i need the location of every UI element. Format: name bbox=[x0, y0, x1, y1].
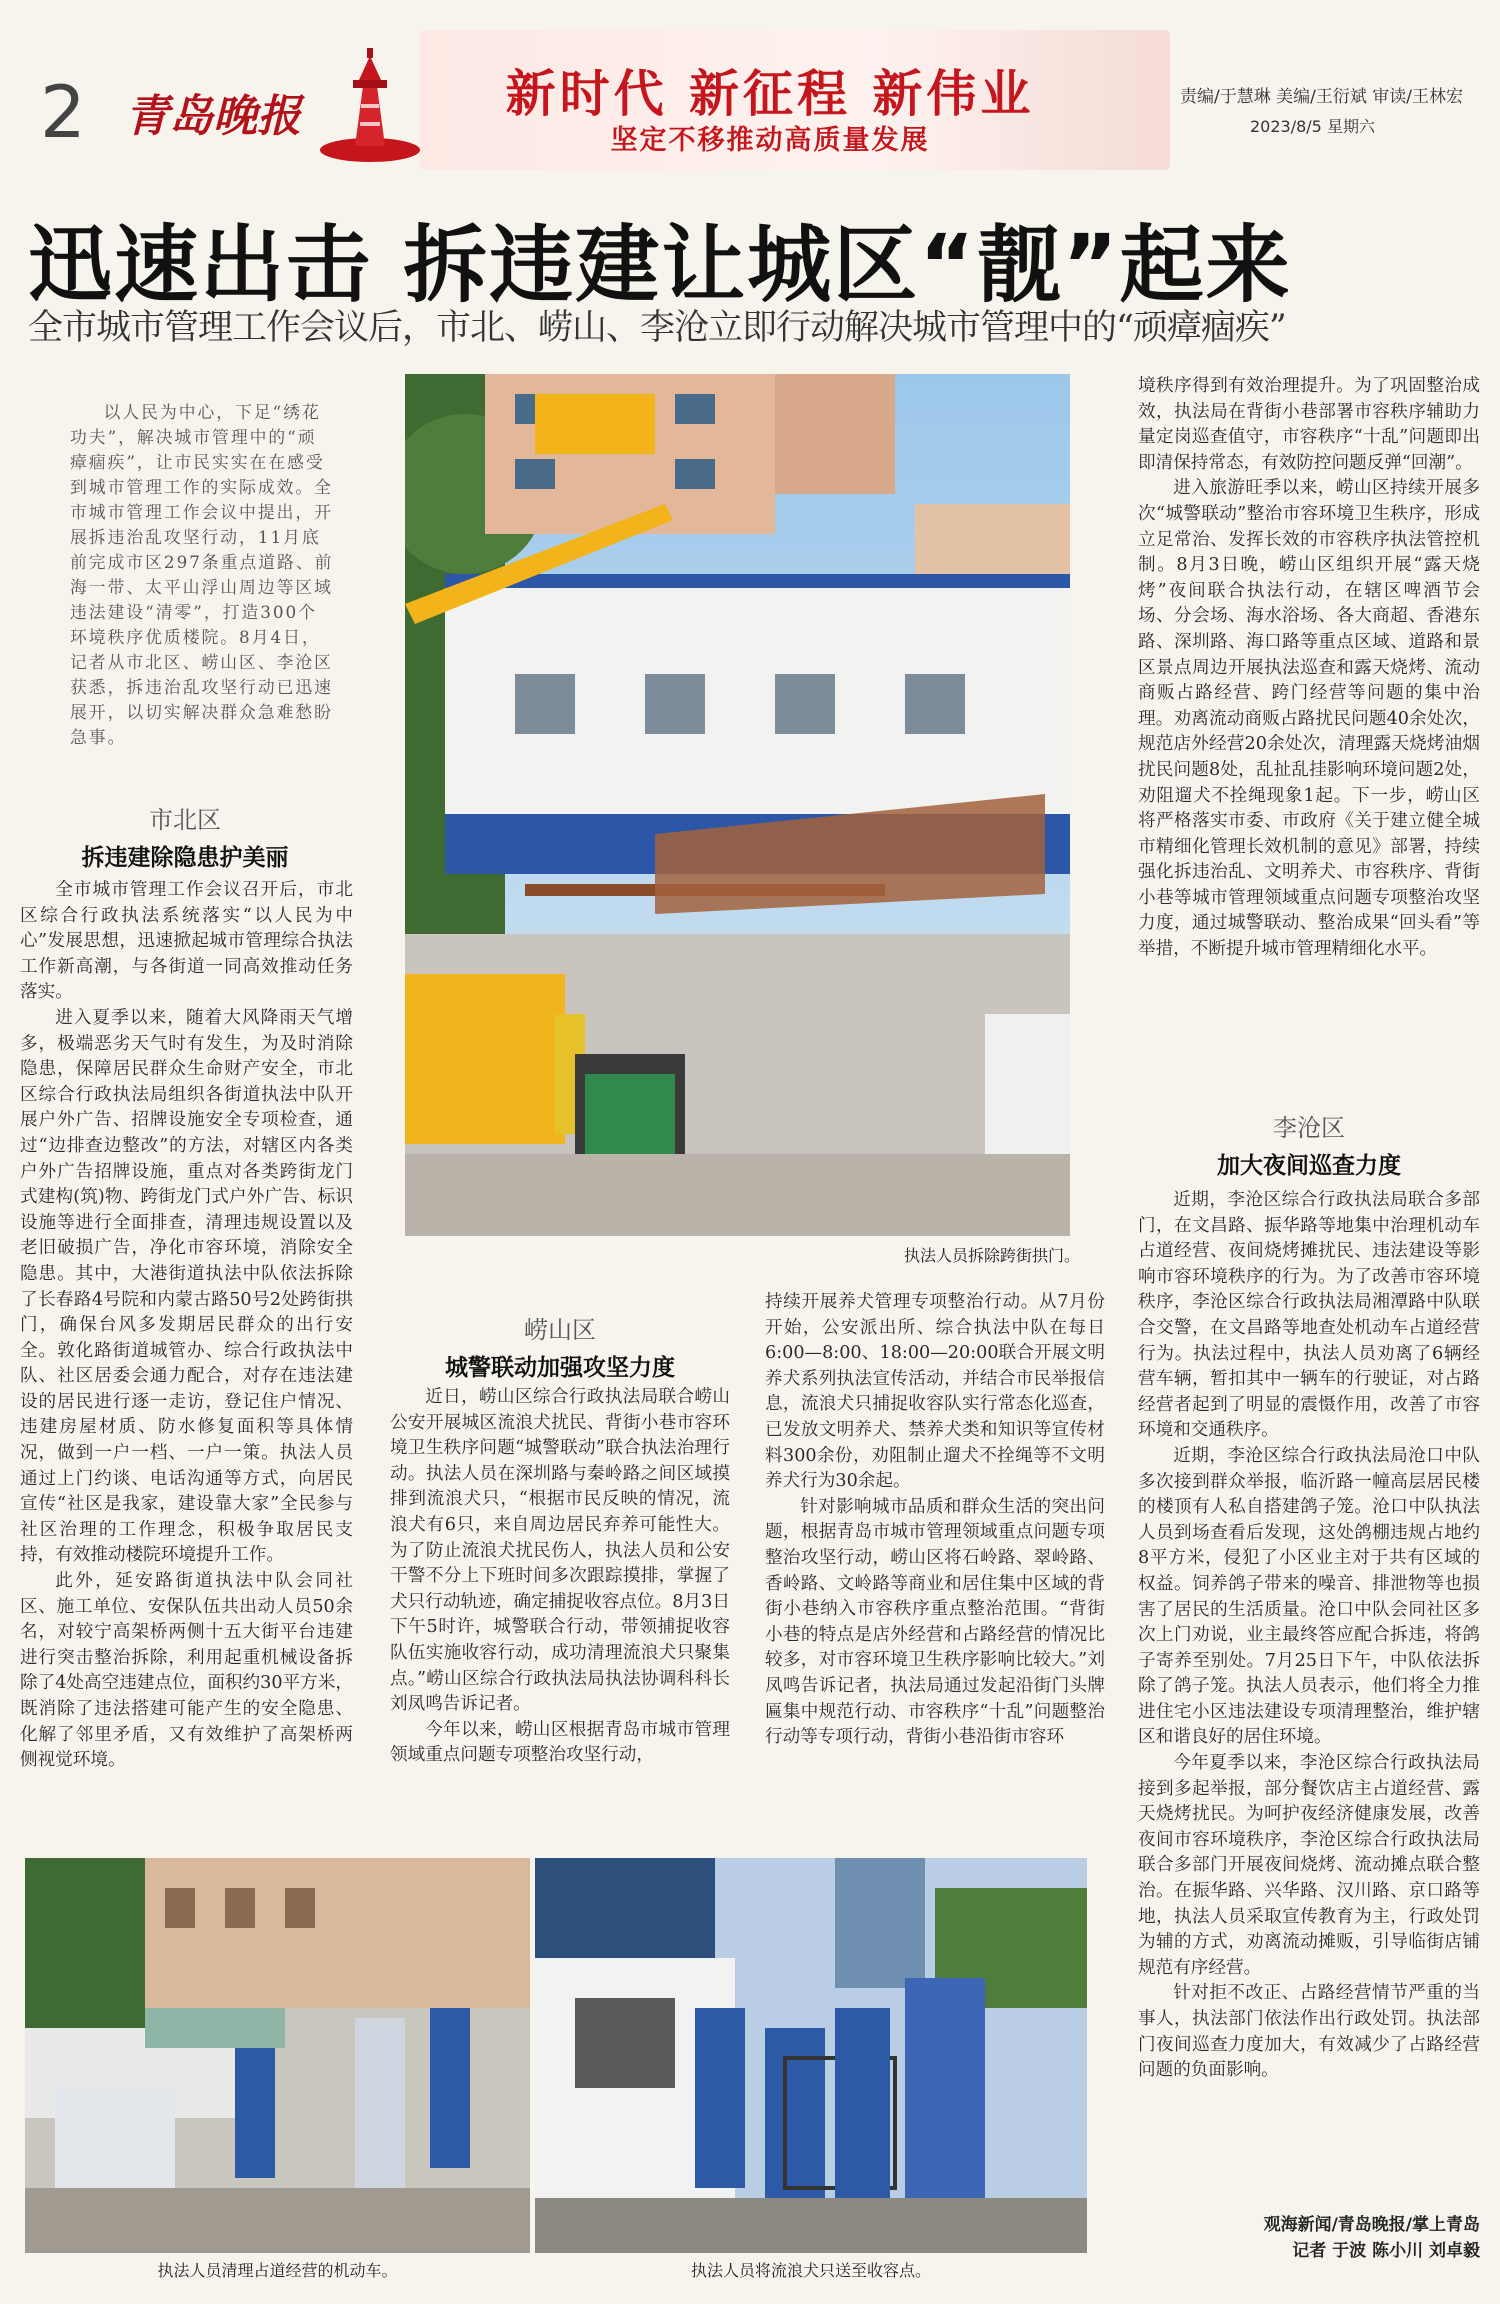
section-title: 加大夜间巡查力度 bbox=[1217, 1153, 1401, 1179]
paragraph: 境秩序得到有效治理提升。为了巩固整治成效，执法局在背街小巷部署市容秩序辅助力量定岗巡查值守，市容秩序“十乱”问题即出即清保持常态，有效防控问题反弹“回潮”。 bbox=[1138, 376, 1480, 473]
section-body-licang bbox=[1138, 1188, 1480, 2208]
paragraph: 全市城市管理工作会议召开后，市北区综合行政执法系统落实“以人民为中心”发展思想，迅速掀起城市管理综合执法工作新高潮，与各街道一同高效推动任务落实。 bbox=[20, 880, 353, 1003]
section-body-shibei bbox=[20, 878, 353, 1813]
paragraph: 进入旅游旺季以来，崂山区持续开展多次“城警联动”整治市容环境卫生秩序，形成立足常治、发挥长效的市容秩序执法管控机制。8月3日晚，崂山区组织开展“露天烧烤”夜间联合执法行动，在辖区啤酒节会场、分会场、海水浴场、各大商超、香港东路、深圳路、海口路等重点区域、道路和景区景点周边开展执法巡查和露天烧烤、流动商贩占路经营、跨门经营等问题的集中治理。劝离流动商贩占路扰民问题40余处次，规范店外经营20余处次，清理露天烧烤油烟扰民问题8处，乱扯乱挂影响环境问题2处，劝阻遛犬不拴绳现象1起。下一步，崂山区将严格落实市委、市政府《关于建立健全城市精细化管理长效机制的意见》部署，持续强化拆违治乱、文明养犬、市容秩序、背街小巷等城市管理领域重点问题专项整治攻坚力度，通过城警联动、整治成果“回头看”等举措，不断提升城市管理精细化水平。 bbox=[1138, 478, 1480, 960]
section-header-laoshan bbox=[390, 1310, 730, 1382]
section-title: 拆违建除隐患护美丽 bbox=[81, 845, 289, 871]
caption-right-photo: 执法人员将流浪犬只送至收容点。 bbox=[690, 2261, 931, 2280]
section-district: 市北区 bbox=[149, 806, 221, 834]
paragraph: 近期，李沧区综合行政执法局联合多部门，在文昌路、振华路等地集中治理机动车占道经营、夜间烧烤摊扰民、违法建设等影响市容环境秩序的行为。为了改善市容环境秩序，李沧区综合行政执法局湘潭路中队联合交警，在文昌路等地查处机动车占道经营行为。执法过程中，执法人员劝离了6辆经营车辆，暂扣其中一辆车的行驶证，对占路经营者起到了明显的震慑作用，改善了市容环境和交通秩序。 bbox=[1138, 1190, 1480, 1441]
section-header-licang bbox=[1138, 1108, 1480, 1180]
lighthouse-logo-icon bbox=[315, 46, 425, 166]
section-district: 崂山区 bbox=[524, 1316, 596, 1344]
article-headline: 迅速出击 拆违建让城区“靓”起来 bbox=[28, 216, 1292, 314]
article-lead bbox=[70, 400, 335, 750]
paragraph: 今年夏季以来，李沧区综合行政执法局接到多起举报，部分餐饮店主占道经营、露天烧烤扰民。为呵护夜经济健康发展，改善夜间市容环境秩序，李沧区综合行政执法局联合多部门开展夜间烧烤、流动摊点联合整治。在振华路、兴华路、汉川路、京口路等地，执法人员采取宣传教育为主，行政处罚为辅的方式，劝离流动摊贩，引导临街店铺规范有序经营。 bbox=[1138, 1753, 1480, 1978]
paragraph: 近期，李沧区综合行政执法局沧口中队多次接到群众举报，临沂路一幢高层居民楼的楼顶有人私自搭建鸽子笼。沧口中队执法人员到场查看后发现，这处鸽棚违规占地约8平方米，侵犯了小区业主对于共有区域的权益。饲养鸽子带来的噪音、排泄物等也损害了居民的生活质量。沧口中队会同社区多次上门劝说，业主最终答应配合拆违，将鸽子寄养至别处。7月25日下午，中队依法拆除了鸽子笼。执法人员表示，他们将全力推进住宅小区违法建设专项清理整治，维护辖区和谐良好的居住环境。 bbox=[1138, 1445, 1480, 1748]
credit-reporters: 记者 于波 陈小川 刘卓毅 bbox=[1292, 2241, 1480, 2261]
byline bbox=[1138, 2212, 1480, 2264]
photo-clear-vehicle bbox=[25, 1858, 530, 2253]
paragraph: 此外，延安路街道执法中队会同社区、施工单位、安保队伍共出动人员50余名，对较宁高架桥两侧十五大街平台违建进行突击整治拆除，利用起重机械设备拆除了4处高空违建点位，面积约30平方米，既消除了违法搭建可能产生的安全隐患、化解了邻里矛盾，又有效维护了高架桥两侧视觉环境。 bbox=[20, 1571, 353, 1771]
section-header-shibei bbox=[20, 800, 350, 872]
slogan-subtitle: 坚定不移推动高质量发展 bbox=[610, 125, 930, 156]
photo-stray-dogs bbox=[535, 1858, 1087, 2253]
article-deck: 全市城市管理工作会议后，市北、崂山、李沧立即行动解决城市管理中的“顽瘴痼疾” bbox=[28, 308, 1286, 348]
caption-left-photo: 执法人员清理占道经营的机动车。 bbox=[157, 2261, 398, 2280]
newspaper-masthead: 青岛晚报 bbox=[125, 91, 301, 142]
caption-main-photo: 执法人员拆除跨街拱门。 bbox=[903, 1246, 1080, 1265]
paragraph: 针对影响城市品质和群众生活的突出问题，根据青岛市城市管理领域重点问题专项整治攻坚行动，崂山区将石岭路、翠岭路、香岭路、文岭路等商业和居住集中区域的背街小巷纳入市容秩序重点整治范围。“背街小巷的特点是店外经营和占路经营的情况比较多，对市容环境卫生秩序影响比较大。”刘凤鸣告诉记者，执法局通过发起沿街门头牌匾集中规范行动、市容秩序“十乱”问题整治行动等专项行动，背街小巷沿街市容环 bbox=[765, 1496, 1105, 1748]
paragraph: 针对拒不改正、占路经营情节严重的当事人，执法部门依法作出行政处罚。执法部门夜间巡查力度加大，有效减少了占路经营问题的负面影响。 bbox=[1138, 1983, 1480, 2081]
issue-date: 2023/8/5 星期六 bbox=[1250, 117, 1375, 136]
section-title: 城警联动加强攻坚力度 bbox=[445, 1355, 675, 1381]
lead-paragraph: 以人民为中心，下足“绣花功夫”，解决城市管理中的“顽瘴痼疾”，让市民实实在在感受到城市管理工作的实际成效。全市城市管理工作会议中提出，开展拆违治乱攻坚行动，11月底前完成市区297条重点道路、前海一带、太平山浮山周边等区域违法建设“清零”，打造300个环境秩序优质楼院。8月4日，记者从市北区、崂山区、李沧区获悉，拆违治乱攻坚行动已迅速展开，以切实解决群众急难愁盼急事。 bbox=[70, 402, 334, 747]
paragraph: 进入夏季以来，随着大风降雨天气增多，极端恶劣天气时有发生，为及时消除隐患，保障居民群众生命财产安全，市北区综合行政执法局组织各街道执法中队开展户外广告、招牌设施安全专项检查，通过“边排查边整改”的方法，对辖区内各类户外广告招牌设施，重点对各类跨街龙门式建构(筑)物、跨街龙门式户外广告、标识设施等进行全面排查，清理违规设置以及老旧破损广告，净化市容环境，消除安全隐患。其中，大港街道执法中队依法拆除了长春路4号院和内蒙古路50号2处跨街拱门，确保台风多发期居民群众的出行安全。敦化路街道城管办、综合行政执法中队、社区居委会通力配合，对存在违法建设的居民进行逐一走访，登记住户情况、违建房屋材质、防水修复面积等具体情况，做到一户一档、一户一策。执法人员通过上门约谈、电话沟通等方式，向居民宣传“社区是我家，建设靠大家”全民参与社区治理的工作理念，积极争取居民支持，有效推动楼院环境提升工作。 bbox=[20, 1007, 353, 1566]
section-body-laoshan-b bbox=[765, 1290, 1105, 1817]
slogan-title: 新时代 新征程 新伟业 bbox=[505, 65, 1035, 123]
paragraph: 持续开展养犬管理专项整治行动。从7月份开始，公安派出所、综合执法中队在每日6:00—8:00、18:00—20:00联合开展文明养犬系列执法宣传活动，并结合市民举报信息，流浪犬只捕捉收容队实行常态化巡查，已发放文明养犬、禁养犬类和知识等宣传材料300余份，劝阻制止遛犬不拴绳等不文明养犬行为30余起。 bbox=[765, 1292, 1105, 1492]
credit-source: 观海新闻/青岛晚报/掌上青岛 bbox=[1263, 2215, 1480, 2235]
photo-demolish-archway bbox=[405, 374, 1070, 1236]
section-body-laoshan-c bbox=[1138, 374, 1480, 1074]
editor-credits: 责编/于慧琳 美编/王衍斌 审读/王林宏 bbox=[1180, 87, 1463, 107]
paragraph: 今年以来，崂山区根据青岛市城市管理领域重点问题专项整治攻坚行动， bbox=[390, 1719, 730, 1766]
section-district: 李沧区 bbox=[1273, 1114, 1345, 1142]
page-number: 2 bbox=[40, 70, 86, 154]
section-body-laoshan-a bbox=[390, 1385, 730, 1817]
paragraph: 近日，崂山区综合行政执法局联合崂山公安开展城区流浪犬扰民、背街小巷市容环境卫生秩序问题“城警联动”联合执法治理行动。执法人员在深圳路与秦岭路之间区域摸排到流浪犬只，“根据市民反映的情况，流浪犬有6只，来自周边居民弃养可能性大。为了防止流浪犬扰民伤人，执法人员和公安干警不分上下班时间多次跟踪摸排，掌握了犬只行动轨迹，确定捕捉收容点位。8月3日下午5时许，城警联合行动，带领捕捉收容队伍实施收容行动，成功清理流浪犬只聚集点。”崂山区综合行政执法局执法协调科科长刘凤鸣告诉记者。 bbox=[390, 1387, 730, 1715]
